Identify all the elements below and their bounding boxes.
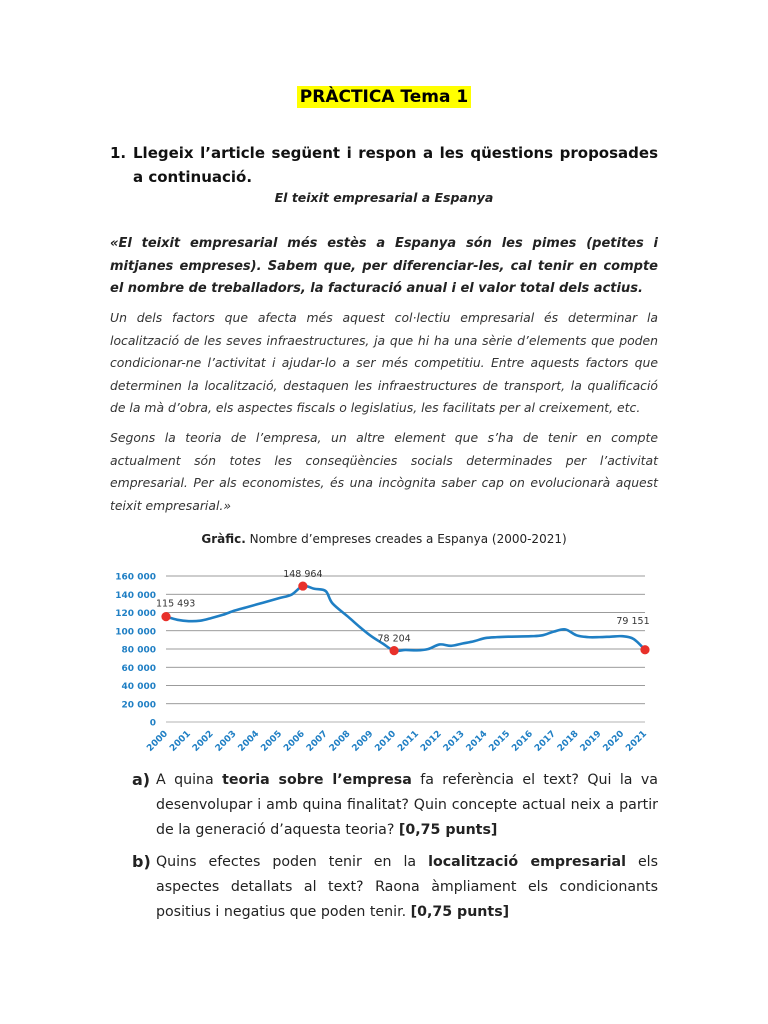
x-tick-label: 2006 — [282, 729, 307, 754]
x-tick-label: 2012 — [419, 729, 444, 754]
y-tick-label: 120 000 — [115, 609, 156, 619]
x-tick-label: 2010 — [373, 729, 399, 754]
x-tick-label: 2019 — [578, 729, 604, 754]
question-a-label: a) — [132, 770, 151, 789]
y-tick-label: 80 000 — [121, 645, 156, 656]
y-tick-label: 0 — [149, 718, 156, 729]
question-a-text: A quina teoria sobre l’empresa fa referència el text? Qui la va desenvolupar i amb quina finalitat? Quin concepte actual neix a partir de la generació d’aquesta teoria? [0,75 punts] — [156, 772, 658, 838]
x-tick-label: 2011 — [396, 729, 422, 754]
chart-caption-text: Nombre d’empreses creades a Espanya (2000-2021) — [245, 532, 567, 546]
x-tick-label: 2017 — [533, 729, 558, 754]
x-tick-label: 2013 — [441, 729, 467, 754]
x-tick-label: 2008 — [327, 729, 353, 754]
chart-caption — [0, 532, 768, 546]
article-title: El teixit empresarial a Espanya — [274, 190, 494, 205]
question-b — [132, 850, 658, 925]
x-tick-label: 2001 — [168, 729, 193, 754]
data-point-marker — [161, 612, 170, 621]
article-paragraph-1: «El teixit empresarial més estès a Espanya són les pimes (petites i mitjanes empreses). Sabem que, per diferenciar-les, cal tenir en compte el nombre de treballadors, la facturació anual i el valor total dels actius. — [110, 236, 658, 296]
y-tick-label: 100 000 — [115, 627, 156, 638]
data-point-marker — [298, 581, 307, 590]
exercise-1 — [110, 141, 658, 189]
question-b-label: b) — [132, 852, 151, 871]
question-a — [132, 768, 658, 843]
x-tick-label: 2014 — [464, 729, 490, 754]
x-tick-label: 2003 — [213, 729, 239, 754]
y-tick-label: 160 000 — [115, 572, 156, 583]
question-b-text: Quins efectes poden tenir en la localització empresarial els aspectes detallats al text? Raona àmpliament els condicionants positius i negatius que poden tenir. [0,75 punts] — [156, 854, 659, 920]
data-label: 79 151 — [616, 615, 650, 627]
y-tick-label: 60 000 — [121, 663, 156, 674]
x-tick-label: 2007 — [304, 729, 330, 754]
x-tick-label: 2016 — [510, 729, 536, 754]
x-tick-label: 2020 — [601, 729, 627, 754]
x-tick-label: 2004 — [236, 729, 262, 754]
x-tick-label: 2009 — [350, 729, 376, 754]
title-wrap — [0, 86, 768, 108]
exercise-number: 1. — [110, 144, 127, 162]
y-tick-label: 140 000 — [115, 590, 156, 601]
line-chart — [110, 558, 655, 763]
x-tick-label: 2005 — [259, 729, 285, 754]
y-tick-label: 20 000 — [121, 700, 156, 711]
article-paragraph-2: Un dels factors que afecta més aquest col·lectiu empresarial és determinar la localització de les seves infraestructures, ja que hi ha una sèrie d’elements que poden condicionar-ne l’activitat i ajudar-lo a ser més competitiu. Entre aquests factors que determinen la localització, destaquen les infraestructures de transport, la qualificació de la mà d’obra, els aspectes fiscals o legislatius, les facilitats per al creixement, etc. — [110, 310, 658, 415]
data-label: 78 204 — [377, 633, 411, 645]
x-tick-label: 2000 — [145, 729, 171, 754]
x-tick-label: 2015 — [487, 729, 513, 754]
x-tick-label: 2002 — [190, 729, 216, 754]
y-tick-label: 40 000 — [121, 682, 156, 692]
data-label: 115 493 — [156, 598, 196, 610]
data-point-marker — [640, 645, 649, 654]
article-paragraph-3: Segons la teoria de l’empresa, un altre element que s’ha de tenir en compte actualment són totes les conseqüències socials determinades per l’activitat empresarial. Per als economistes, és una incògnita saber cap on evolucionarà aquest teixit empresarial.» — [110, 430, 658, 513]
page-title: PRÀCTICA Tema 1 — [297, 86, 471, 108]
exercise-text: Llegeix l’article següent i respon a les qüestions proposades a continuació. — [133, 144, 658, 186]
chart-caption-label: Gràfic. — [201, 532, 246, 546]
x-tick-label: 2021 — [624, 729, 650, 754]
x-tick-label: 2018 — [555, 729, 581, 754]
data-point-marker — [389, 646, 398, 655]
data-label: 148 964 — [283, 569, 323, 581]
